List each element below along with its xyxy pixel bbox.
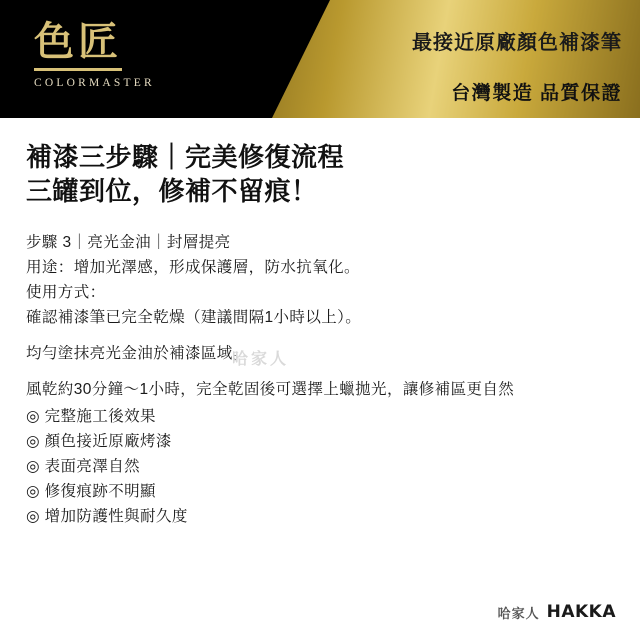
page-title-line-1: 補漆三步驟｜完美修復流程 (26, 142, 345, 172)
instruction-line: 風乾約30分鐘～1小時，完全乾固後可選擇上蠟拋光，讓修補區更自然 (26, 381, 515, 398)
watermark-text: 哈家人 (232, 351, 290, 368)
poster-content (0, 118, 640, 529)
header-tagline-top: 最接近原廠顏色補漆筆 (412, 32, 622, 54)
logo-mark-text: 色匠 (34, 19, 122, 71)
instructions-block (26, 230, 614, 402)
header-tagline-bottom: 台灣製造 品質保證 (451, 83, 622, 104)
list-item: ◎ 修復痕跡不明顯 (26, 483, 156, 500)
footer-brand-en: HAKKA (546, 602, 616, 622)
instruction-line: 步驟 3｜亮光金油｜封層提亮 (26, 234, 231, 251)
list-item: ◎ 增加防護性與耐久度 (26, 508, 188, 525)
page-title (26, 140, 614, 208)
poster-header (0, 0, 640, 118)
instruction-line: 均勻塗抹亮光金油於補漆區域。 (26, 345, 249, 362)
list-item: ◎ 顏色接近原廠烤漆 (26, 433, 172, 450)
instruction-line: 使用方式： (26, 284, 106, 301)
list-item: ◎ 表面亮澤自然 (26, 458, 141, 475)
instruction-spacer (26, 366, 614, 377)
logo-subtitle-text: COLORMASTER (34, 77, 155, 89)
page-title-line-2: 三罐到位，修補不留痕！ (26, 176, 318, 206)
instruction-line: 確認補漆筆已完全乾燥（建議間隔1小時以上）。 (26, 309, 362, 326)
brand-logo (34, 19, 224, 89)
footer-brand (498, 602, 616, 622)
instruction-line: 用途：增加光澤感，形成保護層，防水抗氧化。 (26, 259, 360, 276)
list-item: ◎ 完整施工後效果 (26, 408, 156, 425)
instruction-spacer (26, 330, 614, 341)
benefits-list (26, 404, 614, 529)
footer-brand-cn: 哈家人 (497, 606, 540, 621)
